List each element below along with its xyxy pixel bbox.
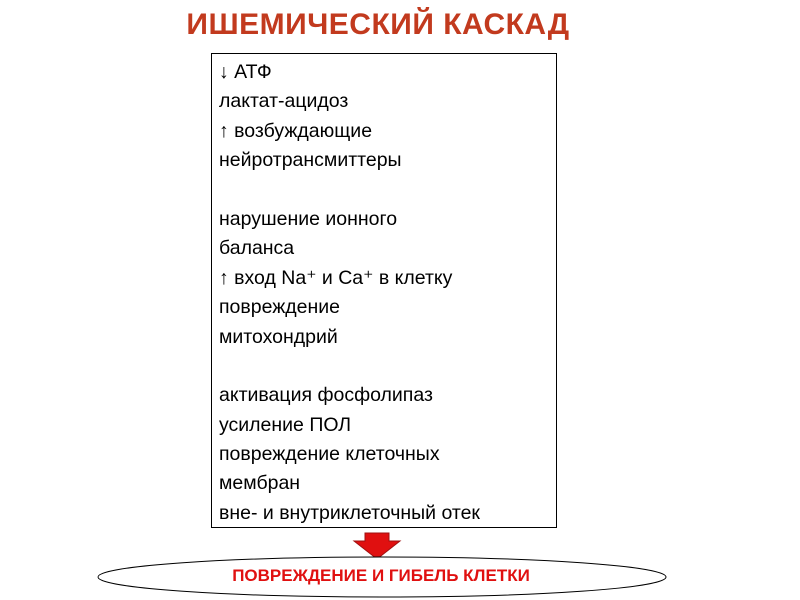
cascade-line-phospholipase: активация фосфолипаз <box>219 384 433 407</box>
cascade-line-membrane-damage: повреждение клеточных <box>219 443 440 466</box>
cascade-line-excitatory: ↑ возбуждающие <box>219 119 373 142</box>
cascade-line-damage: повреждение <box>219 296 341 319</box>
diagram-title: ИШЕМИЧЕСКИЙ КАСКАД <box>186 8 570 41</box>
cascade-line-neurotransmitters: нейротрансмиттеры <box>219 149 402 172</box>
cascade-line-atp: ↓ АТФ <box>219 61 272 83</box>
cascade-line-lactate: лактат-ацидоз <box>219 90 349 113</box>
cascade-line-na-ca-influx: ↑ вход Na⁺ и Ca⁺ в клетку <box>219 266 453 289</box>
cascade-spacer <box>219 176 480 205</box>
cascade-line-lipid-peroxidation: усиление ПОЛ <box>219 413 352 436</box>
cascade-line-ion-imbalance: нарушение ионного <box>219 207 398 230</box>
cascade-list <box>219 58 480 528</box>
cascade-line-edema: вне- и внутриклеточный отек <box>219 501 480 524</box>
cascade-spacer <box>219 352 480 381</box>
result-label: ПОВРЕЖДЕНИЕ И ГИБЕЛЬ КЛЕТКИ <box>232 566 530 585</box>
cascade-line-membranes: мембран <box>219 472 301 495</box>
cascade-line-balance: баланса <box>219 237 295 260</box>
cascade-line-mitochondria: митохондрий <box>219 325 338 348</box>
